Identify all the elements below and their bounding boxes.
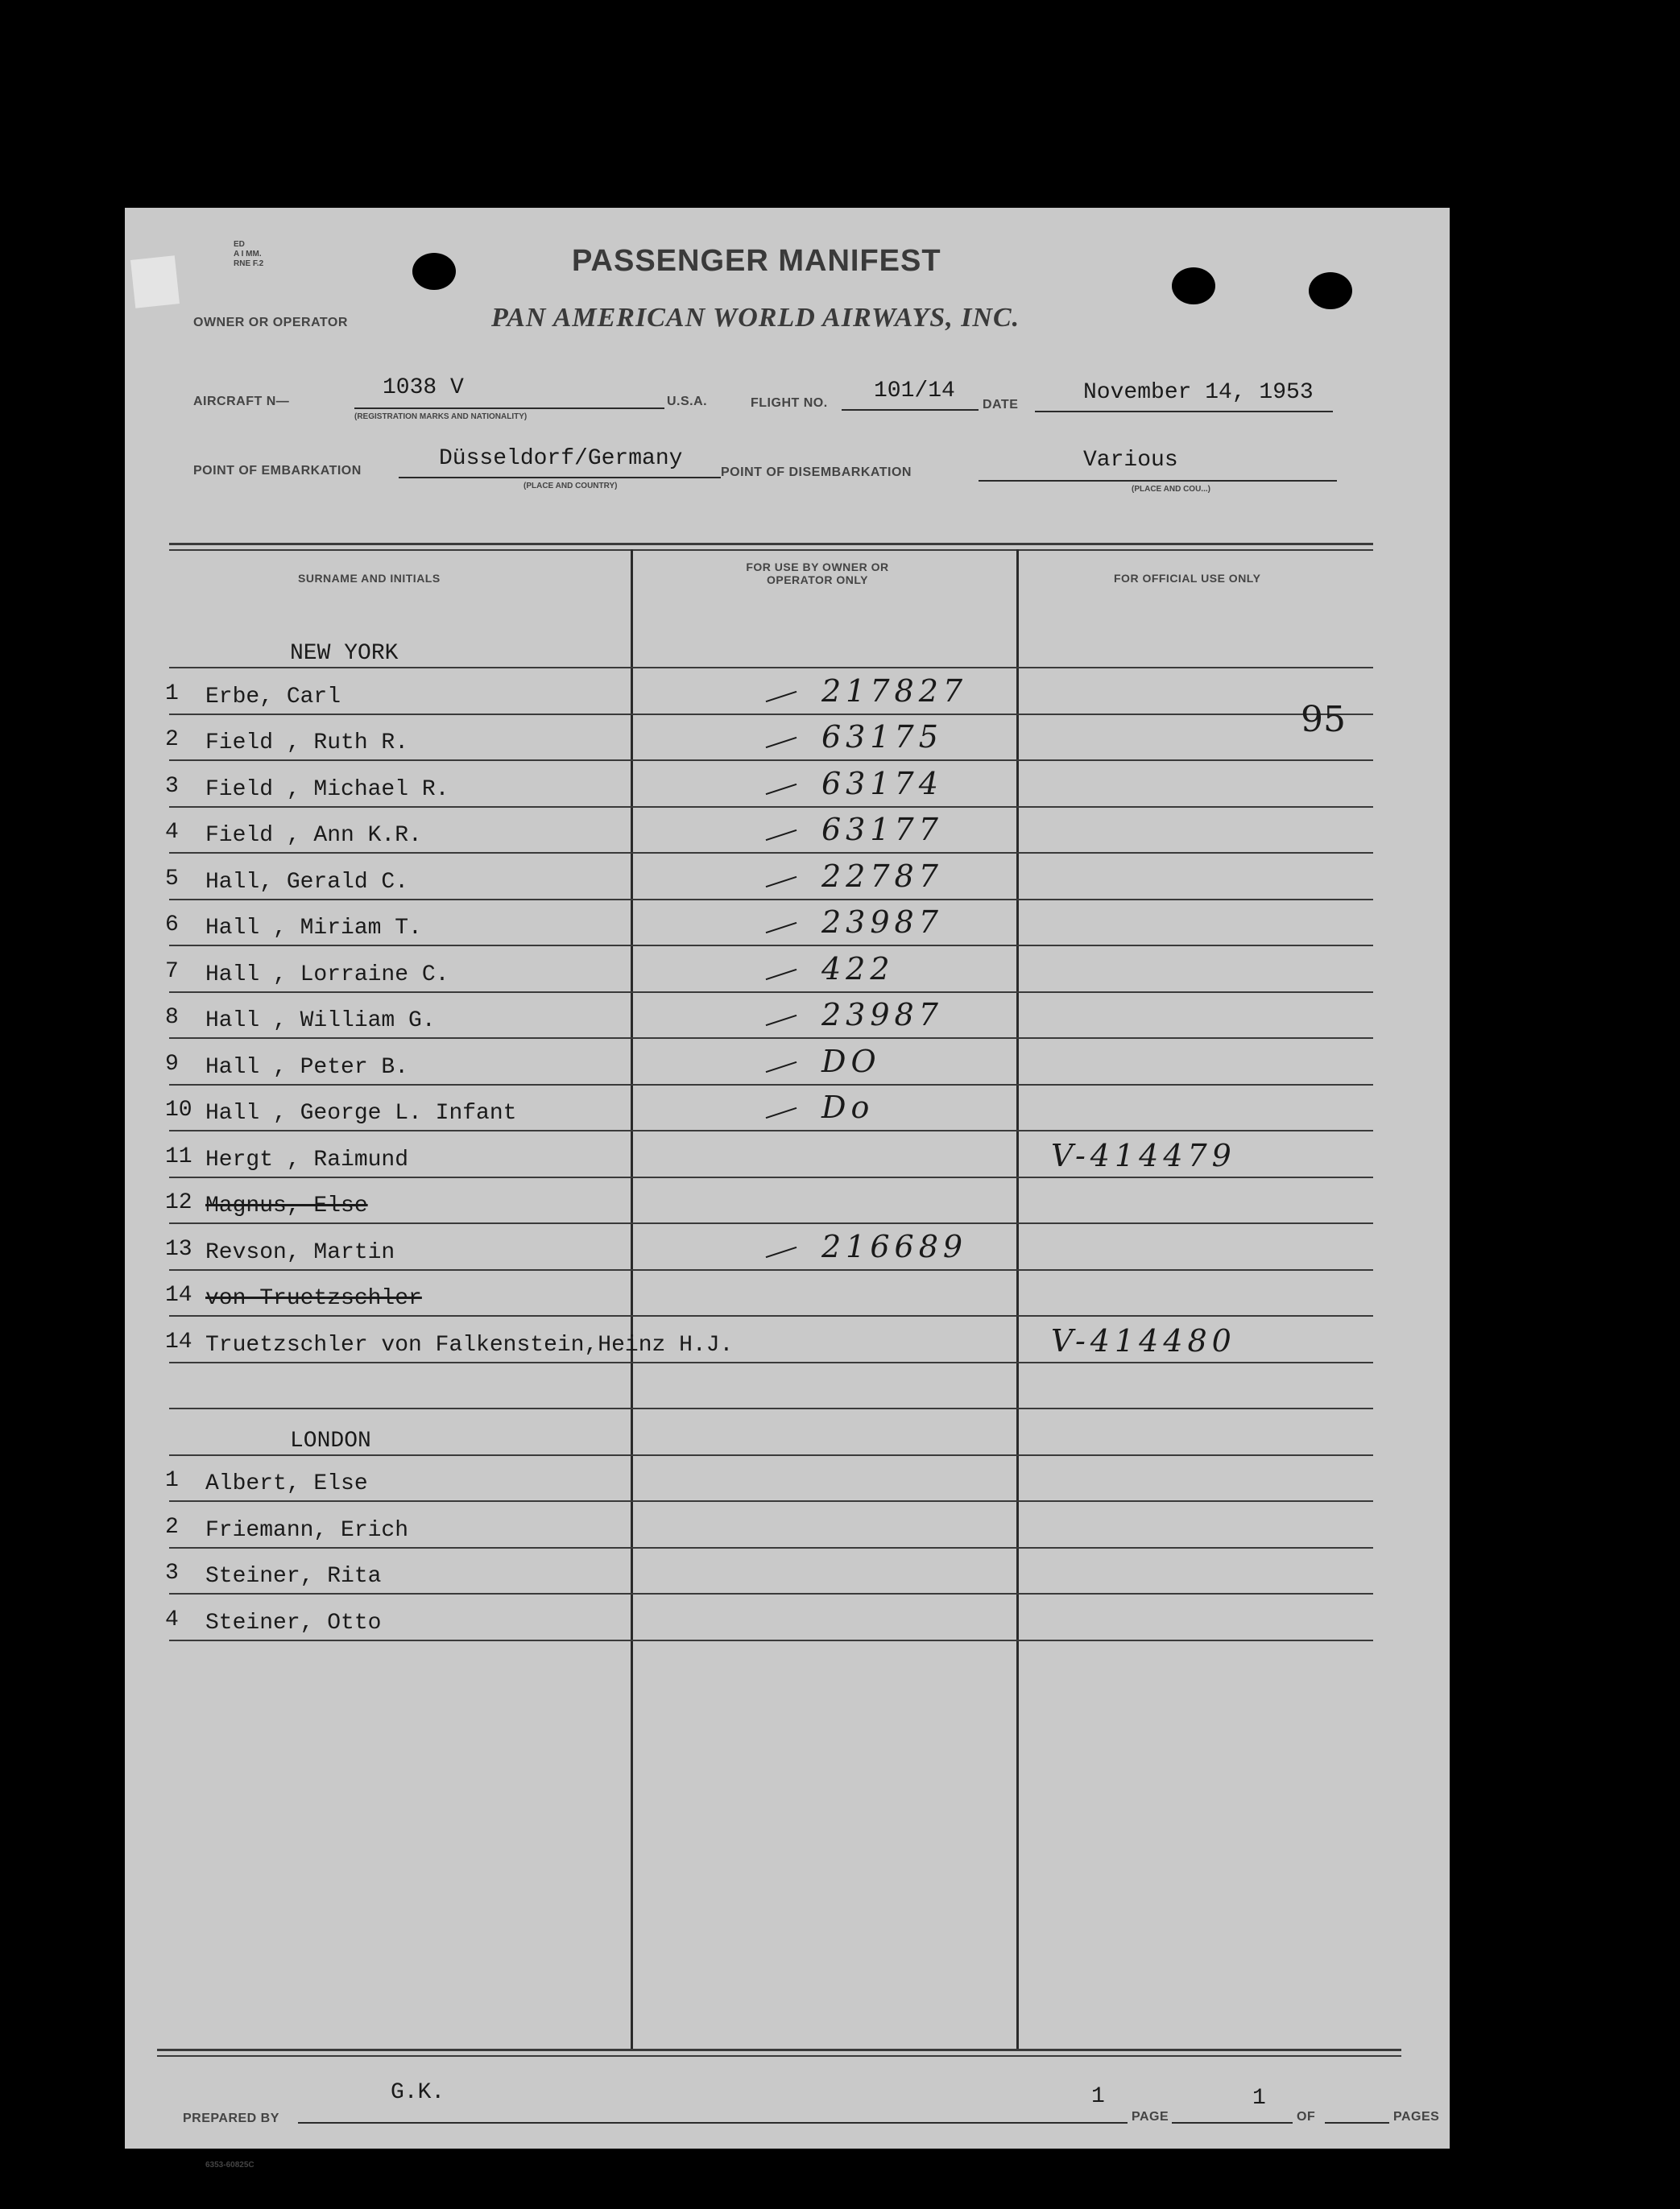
table-row xyxy=(125,1515,1450,1562)
table-row xyxy=(125,950,1450,1006)
row-number: 14 xyxy=(165,1283,192,1308)
of-label: OF xyxy=(1297,2110,1316,2124)
passenger-name: Field , Ann K.R. xyxy=(205,823,422,848)
passenger-name: Hall, Gerald C. xyxy=(205,869,409,895)
check-mark-icon xyxy=(766,783,797,794)
page-label: PAGE xyxy=(1132,2110,1169,2124)
owner-label: OWNER OR OPERATOR xyxy=(193,316,348,329)
passenger-name: Hall , Peter B. xyxy=(205,1054,409,1080)
passenger-name: Truetzschler von Falkenstein,Heinz H.J. xyxy=(205,1332,734,1358)
table-row xyxy=(125,1468,1450,1515)
table-row xyxy=(125,765,1450,821)
table-row xyxy=(125,858,1450,913)
passenger-name: von Truetzschler xyxy=(205,1286,422,1311)
prepared-label: PREPARED BY xyxy=(183,2112,279,2125)
passenger-name: Albert, Else xyxy=(205,1471,368,1496)
date-value: November 14, 1953 xyxy=(1083,380,1314,405)
row-number: 2 xyxy=(165,727,179,752)
table-row xyxy=(125,1422,1450,1469)
table-top-rule xyxy=(169,543,1373,545)
row-number: 13 xyxy=(165,1236,192,1262)
row-number: 1 xyxy=(165,1468,179,1493)
header-surname: SURNAME AND INITIALS xyxy=(298,572,441,585)
table-row xyxy=(125,1228,1450,1284)
table-row xyxy=(125,1322,1450,1376)
owner-ticket-number: 63177 xyxy=(821,812,943,847)
passenger-name: LONDON xyxy=(290,1428,371,1454)
corner-stamp-line: RNE F.2 xyxy=(234,259,264,268)
check-mark-icon xyxy=(766,1107,797,1119)
table-row xyxy=(125,1607,1450,1654)
registration-note: (REGISTRATION MARKS AND NATIONALITY) xyxy=(354,412,528,421)
pages-value: 1 xyxy=(1252,2086,1266,2111)
aircraft-value: 1038 V xyxy=(383,375,464,400)
owner-ticket-number: 216689 xyxy=(821,1228,968,1264)
table-top-rule-2 xyxy=(169,549,1373,551)
check-mark-icon xyxy=(766,1061,797,1072)
embark-value: Düsseldorf/Germany xyxy=(439,446,683,471)
form-code: 6353-60825C xyxy=(205,2161,254,2170)
corner-stamp-line: ED xyxy=(234,240,245,249)
owner-ticket-number: 63175 xyxy=(821,719,943,755)
prepared-value: G.K. xyxy=(391,2080,445,2105)
official-entry: V-414479 xyxy=(1051,1137,1236,1173)
table-row xyxy=(125,1043,1450,1098)
passenger-name: NEW YORK xyxy=(290,641,399,666)
table-row xyxy=(125,997,1450,1052)
header-owner-use: FOR USE BY OWNER OR OPERATOR ONLY xyxy=(746,561,889,586)
table-row xyxy=(125,1561,1450,1607)
owner-ticket-number: 23987 xyxy=(821,997,943,1032)
check-mark-icon xyxy=(766,737,797,748)
page-underline xyxy=(1172,2122,1293,2124)
check-mark-icon xyxy=(766,875,797,887)
pages-underline xyxy=(1325,2122,1389,2124)
row-number: 3 xyxy=(165,773,179,799)
owner-ticket-number: 23987 xyxy=(821,904,943,940)
aircraft-label: AIRCRAFT N— xyxy=(193,395,290,408)
embark-underline xyxy=(399,477,721,478)
punch-hole-center xyxy=(1172,267,1215,304)
owner-ticket-number: 63174 xyxy=(821,765,943,801)
table-row xyxy=(125,1375,1450,1422)
table-row xyxy=(125,812,1450,867)
embark-note: (PLACE AND COUNTRY) xyxy=(523,482,618,490)
owner-ticket-number: 22787 xyxy=(821,858,943,894)
check-mark-icon xyxy=(766,1246,797,1257)
pages-label: PAGES xyxy=(1393,2110,1440,2124)
owner-ticket-number: 217827 xyxy=(821,672,968,709)
passenger-name: Field , Ruth R. xyxy=(205,730,409,755)
table-bottom-rule-2 xyxy=(157,2055,1401,2057)
row-number: 9 xyxy=(165,1051,179,1077)
passenger-name: Steiner, Otto xyxy=(205,1610,382,1636)
check-mark-icon xyxy=(766,1015,797,1026)
table-row xyxy=(125,672,1450,728)
owner-ticket-number: 422 xyxy=(821,950,895,987)
flight-value: 101/14 xyxy=(874,379,955,403)
table-row xyxy=(125,904,1450,959)
owner-ticket-number: DO xyxy=(821,1043,881,1079)
row-number: 10 xyxy=(165,1098,192,1123)
table-row xyxy=(125,1137,1450,1191)
official-note: 95 xyxy=(1301,699,1346,740)
manifest-sheet xyxy=(125,208,1450,2170)
check-mark-icon xyxy=(766,690,797,701)
page-title: PASSENGER MANIFEST xyxy=(572,244,941,278)
flight-label: FLIGHT NO. xyxy=(751,396,828,410)
table-row xyxy=(125,1090,1450,1144)
row-number: 4 xyxy=(165,820,179,845)
row-number: 1 xyxy=(165,680,179,706)
passenger-name: Hall , Lorraine C. xyxy=(205,962,449,987)
passenger-name: Revson, Martin xyxy=(205,1239,395,1265)
punch-hole-right xyxy=(1309,272,1352,309)
table-row xyxy=(125,635,1450,681)
usa-label: U.S.A. xyxy=(667,395,708,408)
corner-stamp xyxy=(234,240,263,269)
passenger-name: Steiner, Rita xyxy=(205,1564,382,1589)
disembark-value: Various xyxy=(1083,448,1178,473)
passenger-name: Erbe, Carl xyxy=(205,684,341,709)
paper-tab xyxy=(130,255,180,308)
table-bottom-rule xyxy=(157,2049,1401,2051)
passenger-name: Magnus, Else xyxy=(205,1193,368,1218)
check-mark-icon xyxy=(766,829,797,841)
passenger-name: Field , Michael R. xyxy=(205,776,449,802)
passenger-name: Friemann, Erich xyxy=(205,1517,409,1543)
passenger-name: Hergt , Raimund xyxy=(205,1147,409,1173)
row-number: 12 xyxy=(165,1190,192,1215)
punch-hole-left xyxy=(412,253,456,290)
row-number: 7 xyxy=(165,958,179,984)
row-number: 11 xyxy=(165,1144,192,1169)
row-number: 3 xyxy=(165,1561,179,1586)
row-number: 8 xyxy=(165,1005,179,1030)
passenger-name: Hall , Miriam T. xyxy=(205,916,422,941)
row-number: 2 xyxy=(165,1514,179,1540)
row-number: 14 xyxy=(165,1329,192,1355)
page-value: 1 xyxy=(1091,2084,1105,2109)
passenger-name: Hall , George L. Infant xyxy=(205,1101,517,1126)
embark-label: POINT OF EMBARKATION xyxy=(193,464,362,478)
disembark-note: (PLACE AND COU...) xyxy=(1132,485,1210,494)
header-official-use: FOR OFFICIAL USE ONLY xyxy=(1114,572,1261,585)
corner-stamp-line: A I MM. xyxy=(234,250,262,259)
aircraft-underline xyxy=(354,407,664,409)
prepared-underline xyxy=(298,2122,1128,2124)
official-entry: V-414480 xyxy=(1051,1322,1236,1359)
row-number: 5 xyxy=(165,866,179,891)
date-label: DATE xyxy=(983,398,1019,412)
table-row xyxy=(125,1283,1450,1330)
row-number: 6 xyxy=(165,912,179,937)
date-underline xyxy=(1035,411,1333,412)
row-number: 4 xyxy=(165,1607,179,1632)
check-mark-icon xyxy=(766,968,797,979)
table-row xyxy=(125,1190,1450,1237)
owner-ticket-number: Do xyxy=(821,1090,875,1125)
disembark-underline xyxy=(979,480,1337,482)
passenger-name: Hall , William G. xyxy=(205,1008,436,1033)
flight-underline xyxy=(842,409,979,411)
operator-name: PAN AMERICAN WORLD AIRWAYS, INC. xyxy=(491,303,1020,333)
disembark-label: POINT OF DISEMBARKATION xyxy=(721,465,912,479)
check-mark-icon xyxy=(766,922,797,933)
